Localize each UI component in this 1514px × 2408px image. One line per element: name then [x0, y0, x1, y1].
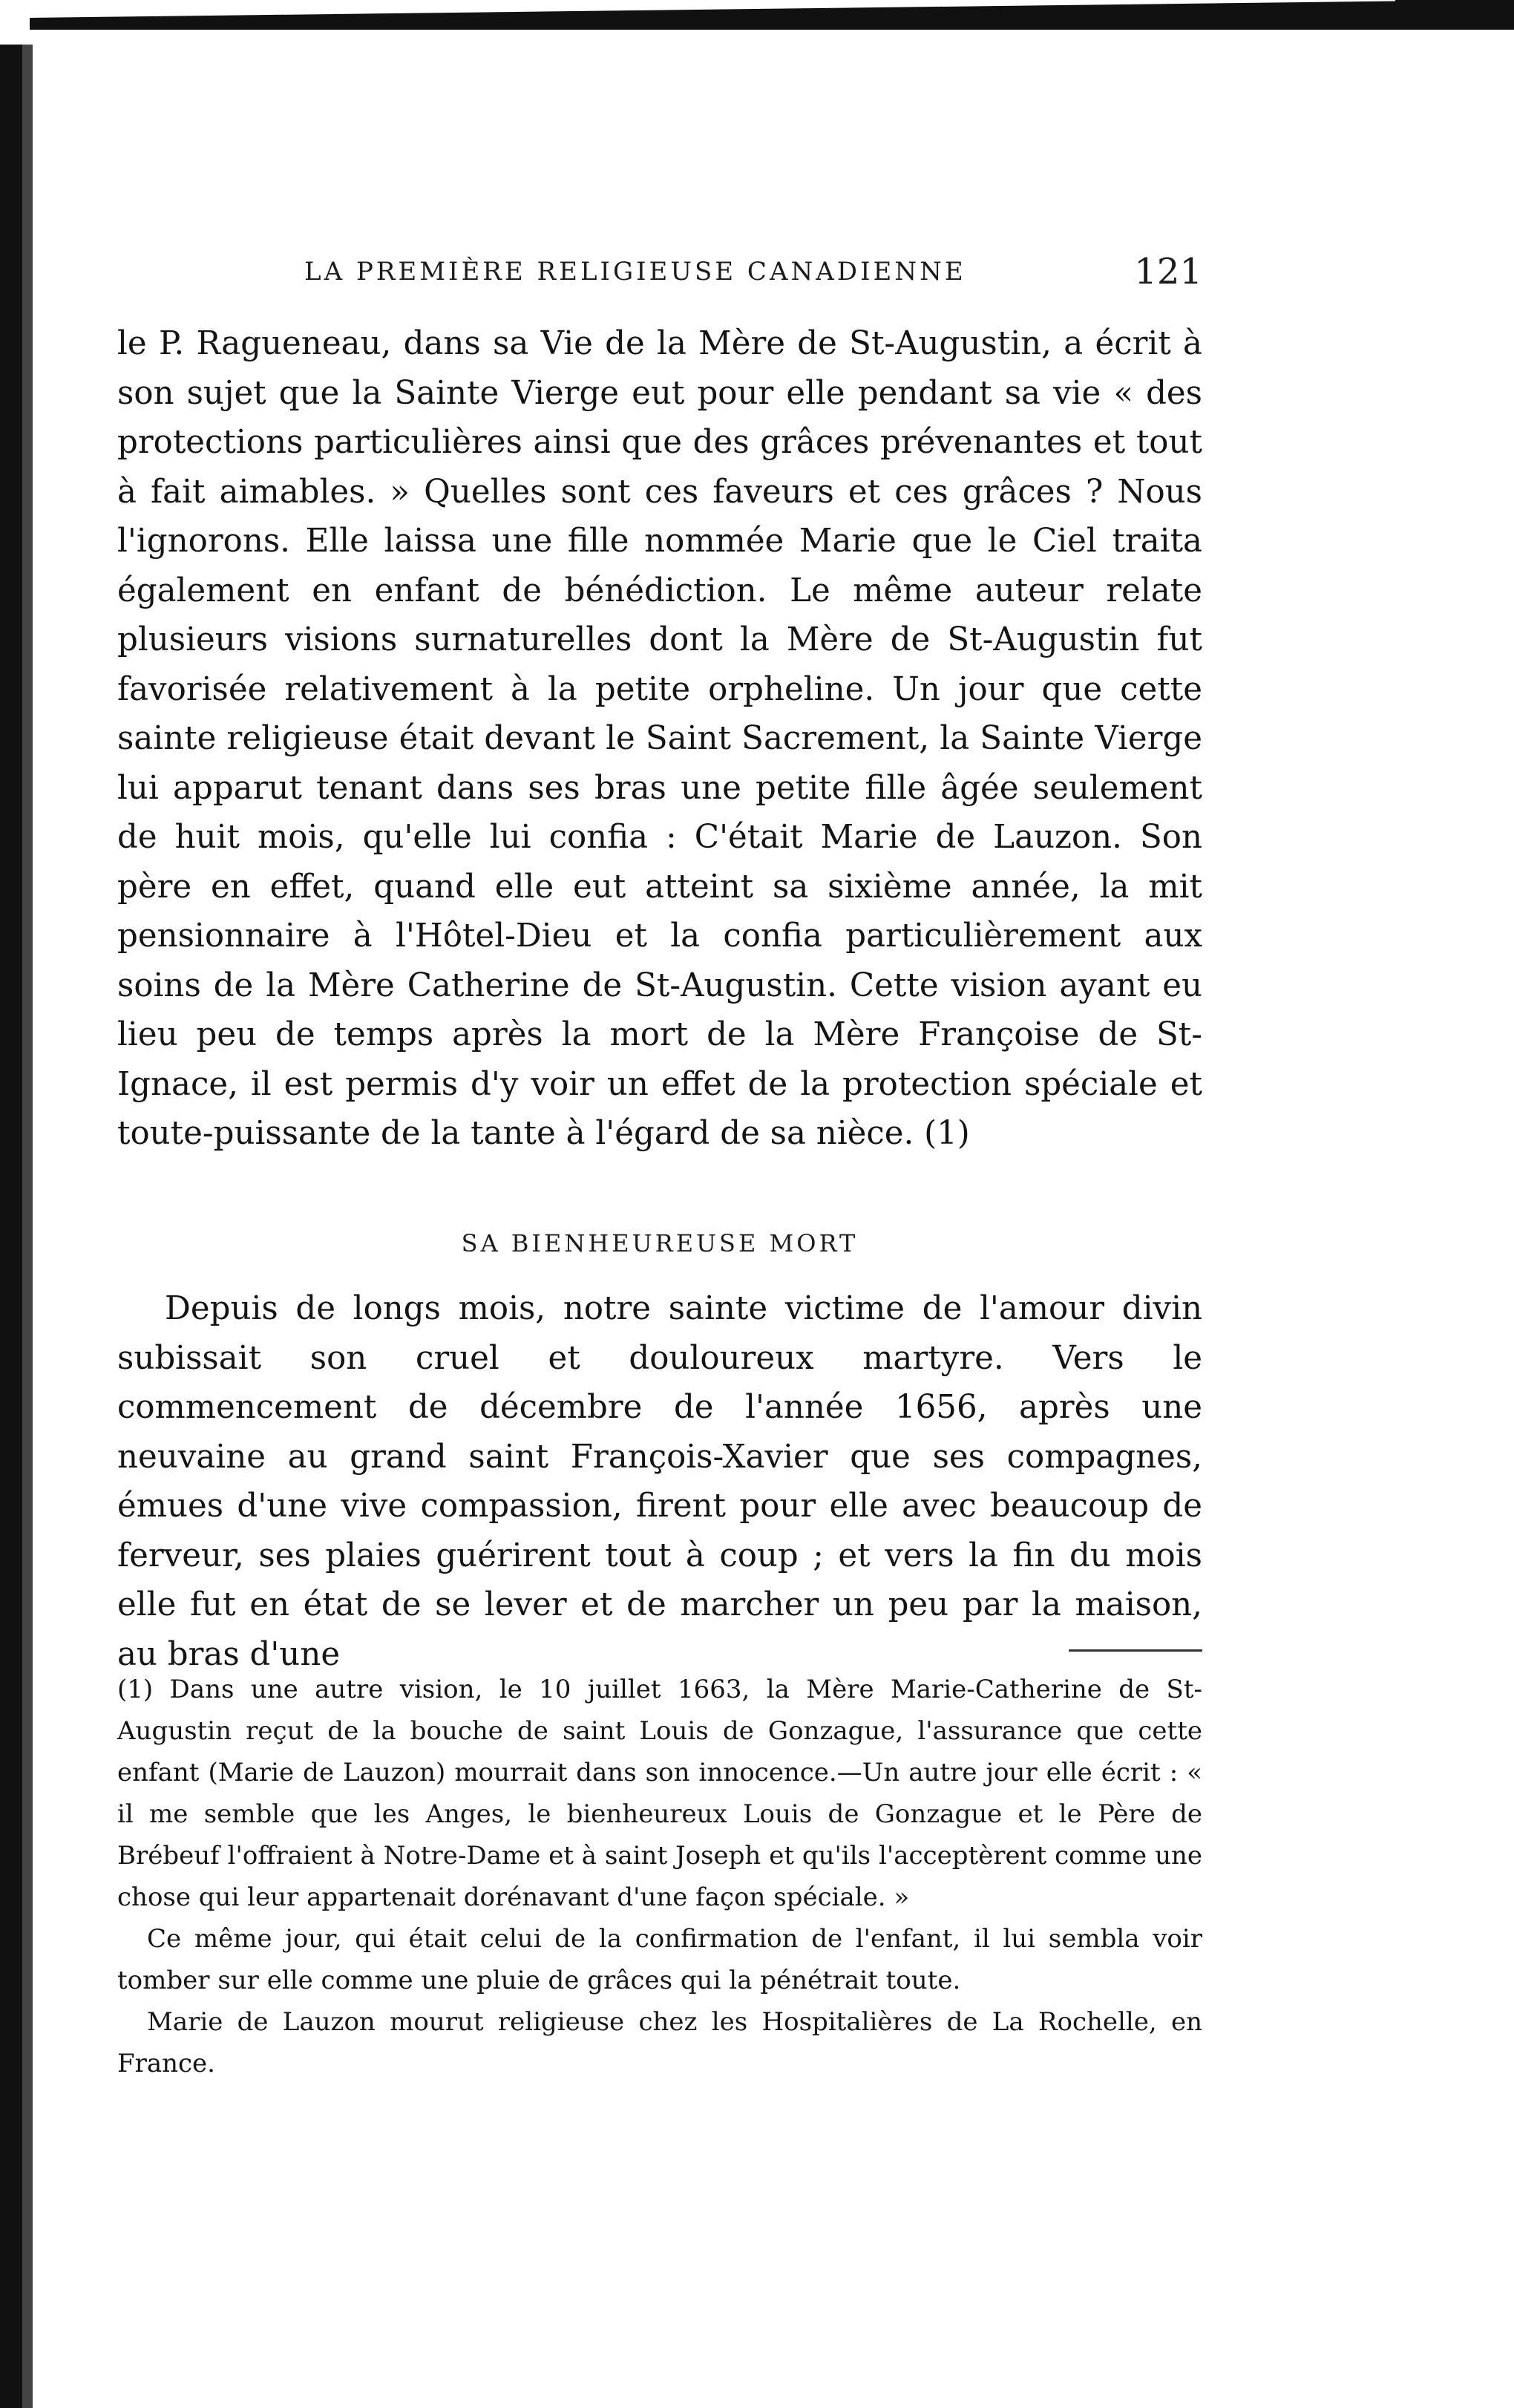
- page-number: 121: [1134, 251, 1202, 292]
- footnote-1: (1) Dans une autre vision, le 10 juillet 1663, la Mère Marie-Catherine de St-Augustin reçut de la bouche de saint Louis de Gonzague, l'assurance que cette enfant (Marie de Lauzon) mourrait dans son innocence.—Un autre jour elle écrit : « il me semble que les Anges, le bienheureux Louis de Gonzague et le Père de Brébeuf l'offraient à Notre-Dame et à saint Joseph et qu'ils l'acceptèrent comme une chose qui leur appartenait dorénavant d'une façon spéciale. »: [117, 1675, 1202, 1912]
- scan-left-edge: [0, 45, 22, 2408]
- scan-top-edge-corner: [1395, 0, 1514, 30]
- footnote-divider: [1069, 1649, 1202, 1652]
- footnote-1-final: Marie de Lauzon mourut religieuse chez les Hospitalières de La Rochelle, en France.: [117, 2007, 1202, 2078]
- footnotes: [117, 1669, 1202, 2084]
- running-title: LA PREMIÈRE RELIGIEUSE CANADIENNE: [304, 257, 966, 287]
- page-header: [304, 251, 1202, 295]
- section-text: [117, 1284, 1202, 1679]
- section-paragraph: Depuis de longs mois, notre sainte victime de l'amour divin subissait son cruel et douloureux martyre. Vers le commencement de décembre de l'année 1656, après une neuvaine au grand saint François-Xavier que ses compagnes, émues d'une vive compassion, firent pour elle avec beaucoup de ferveur, ses plaies guérirent tout à coup ; et vers la fin du mois elle fut en état de se lever et de marcher un peu par la maison, au bras d'une: [117, 1290, 1202, 1673]
- scan-book-spine: [22, 45, 33, 2408]
- scan-top-edge: [30, 0, 1484, 30]
- body-paragraph: le P. Ragueneau, dans sa Vie de la Mère de St-Augustin, a écrit à son sujet que la Sainte Vierge eut pour elle pendant sa vie « des protections particulières ainsi que des grâces prévenantes et tout à fait aimables. » Quelles sont ces faveurs et ces grâces ? Nous l'ignorons. Elle laissa une fille nommée Marie que le Ciel traita également en enfant de bénédiction. Le même auteur relate plusieurs visions surnaturelles dont la Mère de St-Augustin fut favorisée relativement à la petite orpheline. Un jour que cette sainte religieuse était devant le Saint Sacrement, la Sainte Vierge lui apparut tenant dans ses bras une petite fille âgée seulement de huit mois, qu'elle lui confia : C'était Marie de Lauzon. Son père en effet, quand elle eut atteint sa sixième année, la mit pensionnaire à l'Hôtel-Dieu et la confia particulièrement aux soins de la Mère Catherine de St-Augustin. Cette vision ayant eu lieu peu de temps après la mort de la Mère Françoise de St-Ignace, il est permis d'y voir un effet de la protection spéciale et toute-puissante de la tante à l'égard de sa nièce. (1): [117, 325, 1202, 1152]
- section-heading: SA BIENHEUREUSE MORT: [461, 1229, 859, 1257]
- main-text: [117, 319, 1202, 1159]
- footnote-1-continued: Ce même jour, qui était celui de la confirmation de l'enfant, il lui sembla voir tomber sur elle comme une pluie de grâces qui la pénétrait toute.: [117, 1924, 1202, 1995]
